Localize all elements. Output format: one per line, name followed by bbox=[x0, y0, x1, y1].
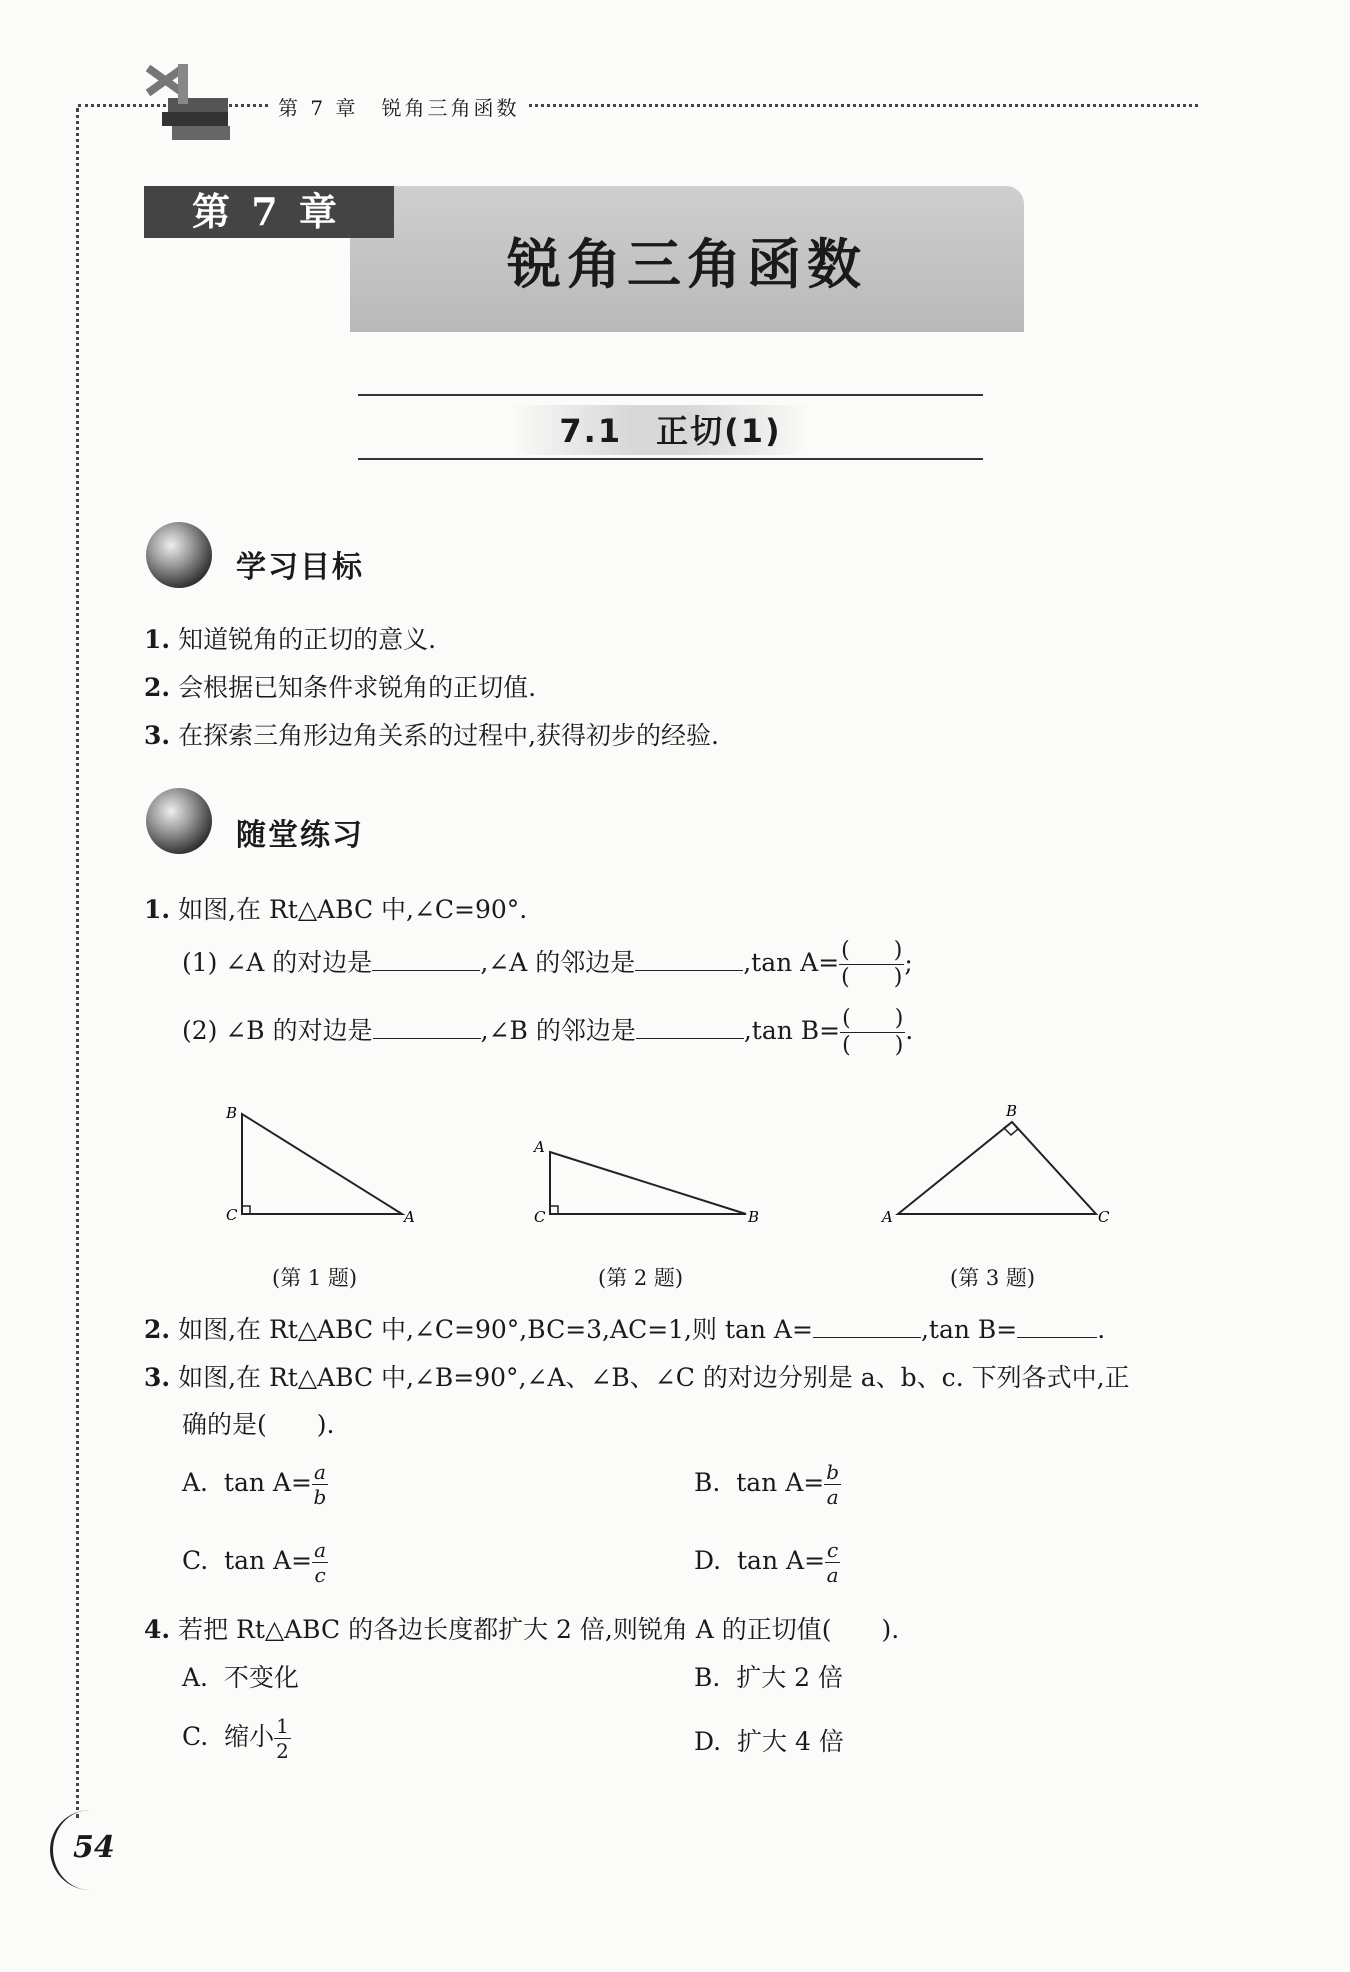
q4-option-b[interactable]: B. 扩大 2 倍 bbox=[694, 1663, 844, 1692]
answer-blank[interactable] bbox=[1017, 1315, 1097, 1338]
svg-text:A: A bbox=[882, 1208, 893, 1226]
q3-stem: 3. 如图,在 Rt△ABC 中,∠B=90°,∠A、∠B、∠C 的对边分别是 a、b、c. 下列各式中,正 bbox=[144, 1363, 1130, 1392]
goal-item: 3. 在探索三角形边角关系的过程中,获得初步的经验. bbox=[144, 721, 719, 750]
svg-text:B: B bbox=[1006, 1102, 1018, 1120]
globe-icon bbox=[146, 522, 212, 588]
answer-blank[interactable] bbox=[636, 1016, 744, 1039]
figure-2-triangle bbox=[528, 1132, 768, 1232]
page-number: 54 bbox=[50, 1810, 130, 1890]
svg-text:C: C bbox=[534, 1208, 546, 1226]
header-dotted-rule bbox=[78, 104, 1198, 107]
goals-heading: 学习目标 bbox=[236, 550, 364, 585]
figure-1-caption: (第 1 题) bbox=[272, 1266, 358, 1290]
svg-text:B: B bbox=[226, 1104, 238, 1122]
globe-icon bbox=[146, 788, 212, 854]
figure-3-caption: (第 3 题) bbox=[950, 1266, 1036, 1290]
answer-blank[interactable] bbox=[373, 1016, 481, 1039]
section-rule-bottom bbox=[358, 458, 983, 460]
book-stack-icon bbox=[138, 58, 238, 148]
q3-option-c[interactable]: C. tan A= $\frac{a}{c}$ bbox=[182, 1538, 327, 1587]
running-header: 第 7 章 锐角三角函数 bbox=[268, 92, 529, 121]
chapter-label: 第 7 章 bbox=[144, 186, 394, 238]
q3-stem-cont: 确的是( ). bbox=[182, 1410, 335, 1439]
svg-text:C: C bbox=[1098, 1208, 1110, 1226]
q4-option-a[interactable]: A. 不变化 bbox=[182, 1663, 299, 1692]
section-rule-top bbox=[358, 394, 983, 396]
svg-text:A: A bbox=[404, 1208, 415, 1226]
figure-2-caption: (第 2 题) bbox=[598, 1266, 684, 1290]
practice-heading: 随堂练习 bbox=[236, 818, 364, 853]
q3-option-a[interactable]: A. tan A= $\frac{a}{b}$ bbox=[182, 1460, 327, 1509]
q1-part1: (1) ∠A 的对边是 ,∠A 的邻边是 ,tan A= $\frac{( )}{( )}$ ; bbox=[182, 938, 913, 990]
goal-item: 2. 会根据已知条件求锐角的正切值. bbox=[144, 673, 537, 702]
q4-stem: 4. 若把 Rt△ABC 的各边长度都扩大 2 倍,则锐角 A 的正切值( ). bbox=[144, 1615, 900, 1644]
margin-dotted-rule bbox=[76, 108, 79, 1818]
q3-option-b[interactable]: B. tan A= $\frac{b}{a}$ bbox=[694, 1460, 840, 1509]
answer-blank[interactable] bbox=[635, 948, 743, 971]
answer-blank[interactable] bbox=[813, 1315, 921, 1338]
q3-option-d[interactable]: D. tan A= $\frac{c}{a}$ bbox=[694, 1538, 839, 1587]
chapter-title: 锐角三角函数 bbox=[507, 233, 867, 296]
q4-option-d[interactable]: D. 扩大 4 倍 bbox=[694, 1727, 844, 1756]
q4-option-c[interactable]: C. 缩小 $\frac{1}{2}$ bbox=[182, 1714, 289, 1763]
q1-stem: 1. 如图,在 Rt△ABC 中,∠C=90°. bbox=[144, 895, 528, 924]
figure-1-triangle bbox=[220, 1100, 420, 1230]
goal-item: 1. 知道锐角的正切的意义. bbox=[144, 625, 437, 654]
section-title: 7.1 正切(1) bbox=[559, 412, 782, 450]
svg-text:A: A bbox=[534, 1138, 545, 1156]
svg-text:B: B bbox=[748, 1208, 760, 1226]
answer-blank[interactable] bbox=[372, 948, 480, 971]
q1-part2: (2) ∠B 的对边是 ,∠B 的邻边是 ,tan B= $\frac{( )}{( )}$ . bbox=[182, 1006, 914, 1058]
svg-text:C: C bbox=[226, 1206, 238, 1224]
q2-stem: 2. 如图,在 Rt△ABC 中,∠C=90°,BC=3,AC=1,则 tan A= ,tan B= . bbox=[144, 1315, 1106, 1344]
figure-3-triangle bbox=[870, 1100, 1110, 1230]
